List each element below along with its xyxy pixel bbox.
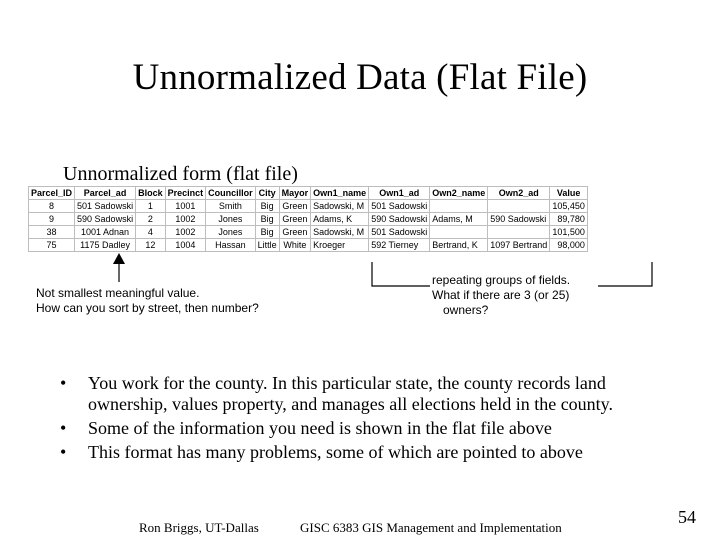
table-cell: Green (279, 200, 311, 213)
table-cell: Adams, K (311, 213, 369, 226)
table-cell: White (279, 239, 311, 252)
table-cell: 590 Sadowski (488, 213, 550, 226)
column-header: Precinct (165, 187, 206, 200)
repeating-groups-note-line-1: repeating groups of fields. (432, 273, 571, 287)
table-cell: 1004 (165, 239, 206, 252)
atomicity-note-line-1: Not smallest meaningful value. (36, 286, 200, 300)
column-header: Value (550, 187, 588, 200)
table-cell: 1097 Bertrand (488, 239, 550, 252)
column-header: Mayor (279, 187, 311, 200)
table-cell: 1002 (165, 213, 206, 226)
table-cell: Green (279, 213, 311, 226)
bullet-marker: • (60, 418, 67, 438)
table-cell (430, 226, 488, 239)
table-cell: Little (255, 239, 279, 252)
table-cell: 2 (136, 213, 166, 226)
table-cell: 38 (29, 226, 75, 239)
table-cell: 1001 (165, 200, 206, 213)
table-cell: Bertrand, K (430, 239, 488, 252)
column-header: Councillor (206, 187, 256, 200)
up-arrow-head (113, 253, 125, 264)
page-number: 54 (678, 507, 696, 527)
table-cell: Sadowski, M (311, 200, 369, 213)
table-cell: Big (255, 226, 279, 239)
bullet-marker: • (60, 442, 67, 462)
table-cell: 4 (136, 226, 166, 239)
footer-author: Ron Briggs, UT-Dallas (139, 520, 259, 535)
table-cell: Jones (206, 213, 256, 226)
table-cell: 89,780 (550, 213, 588, 226)
table-cell: 1002 (165, 226, 206, 239)
table-cell: 1175 Dadley (75, 239, 136, 252)
table-cell: 501 Sadowski (369, 226, 430, 239)
column-header: Own2_ad (488, 187, 550, 200)
list-item (60, 373, 660, 415)
slide-subtitle: Unnormalized form (flat file) (63, 163, 298, 185)
list-item (60, 418, 660, 439)
footer-course: GISC 6383 GIS Management and Implementation (300, 520, 562, 535)
bullet-text: Some of the information you need is shown in the flat file above (88, 418, 552, 438)
bullet-list (60, 373, 660, 466)
flat-file-table (28, 186, 588, 252)
column-header: Own1_ad (369, 187, 430, 200)
slide-title: Unnormalized Data (Flat File) (132, 57, 588, 98)
table-cell: Big (255, 200, 279, 213)
table-cell: 105,450 (550, 200, 588, 213)
column-header: Block (136, 187, 166, 200)
column-header: Parcel_ID (29, 187, 75, 200)
table-cell: Adams, M (430, 213, 488, 226)
table-cell: 1 (136, 200, 166, 213)
table-cell: Smith (206, 200, 256, 213)
table-row (29, 213, 588, 226)
table-cell: Kroeger (311, 239, 369, 252)
table-cell: 75 (29, 239, 75, 252)
table-cell (488, 226, 550, 239)
repeating-groups-note-line-3: owners? (443, 303, 489, 317)
repeating-groups-note-line-2: What if there are 3 (or 25) (432, 288, 570, 302)
table-cell: Sadowski, M (311, 226, 369, 239)
table-cell: 101,500 (550, 226, 588, 239)
atomicity-note (36, 286, 259, 316)
bullet-text: This format has many problems, some of which are pointed to above (88, 442, 583, 462)
table-cell: 592 Tierney (369, 239, 430, 252)
table-header-row (29, 187, 588, 200)
table-cell: 98,000 (550, 239, 588, 252)
bullet-marker: • (60, 373, 67, 393)
column-header: Own2_name (430, 187, 488, 200)
table-cell: 8 (29, 200, 75, 213)
table-cell: Green (279, 226, 311, 239)
table-cell: Big (255, 213, 279, 226)
table-cell: 501 Sadowski (369, 200, 430, 213)
column-header: Parcel_ad (75, 187, 136, 200)
atomicity-note-line-2: How can you sort by street, then number? (36, 301, 259, 315)
table-row (29, 239, 588, 252)
table-row (29, 226, 588, 239)
table-cell: 590 Sadowski (75, 213, 136, 226)
column-header: Own1_name (311, 187, 369, 200)
table-cell: 9 (29, 213, 75, 226)
column-header: City (255, 187, 279, 200)
owner-columns-bracket-right (598, 262, 652, 286)
table-cell (430, 200, 488, 213)
table-cell (488, 200, 550, 213)
table-cell: 501 Sadowski (75, 200, 136, 213)
table-cell: 590 Sadowski (369, 213, 430, 226)
repeating-groups-note (432, 273, 570, 318)
list-item (60, 442, 660, 463)
table-cell: Hassan (206, 239, 256, 252)
bullet-text: You work for the county. In this particular state, the county records land ownership, values property, and manages all elections held in the county. (88, 373, 614, 414)
table-cell: 12 (136, 239, 166, 252)
table-row (29, 200, 588, 213)
table-cell: 1001 Adnan (75, 226, 136, 239)
table-cell: Jones (206, 226, 256, 239)
owner-columns-bracket (372, 262, 430, 286)
